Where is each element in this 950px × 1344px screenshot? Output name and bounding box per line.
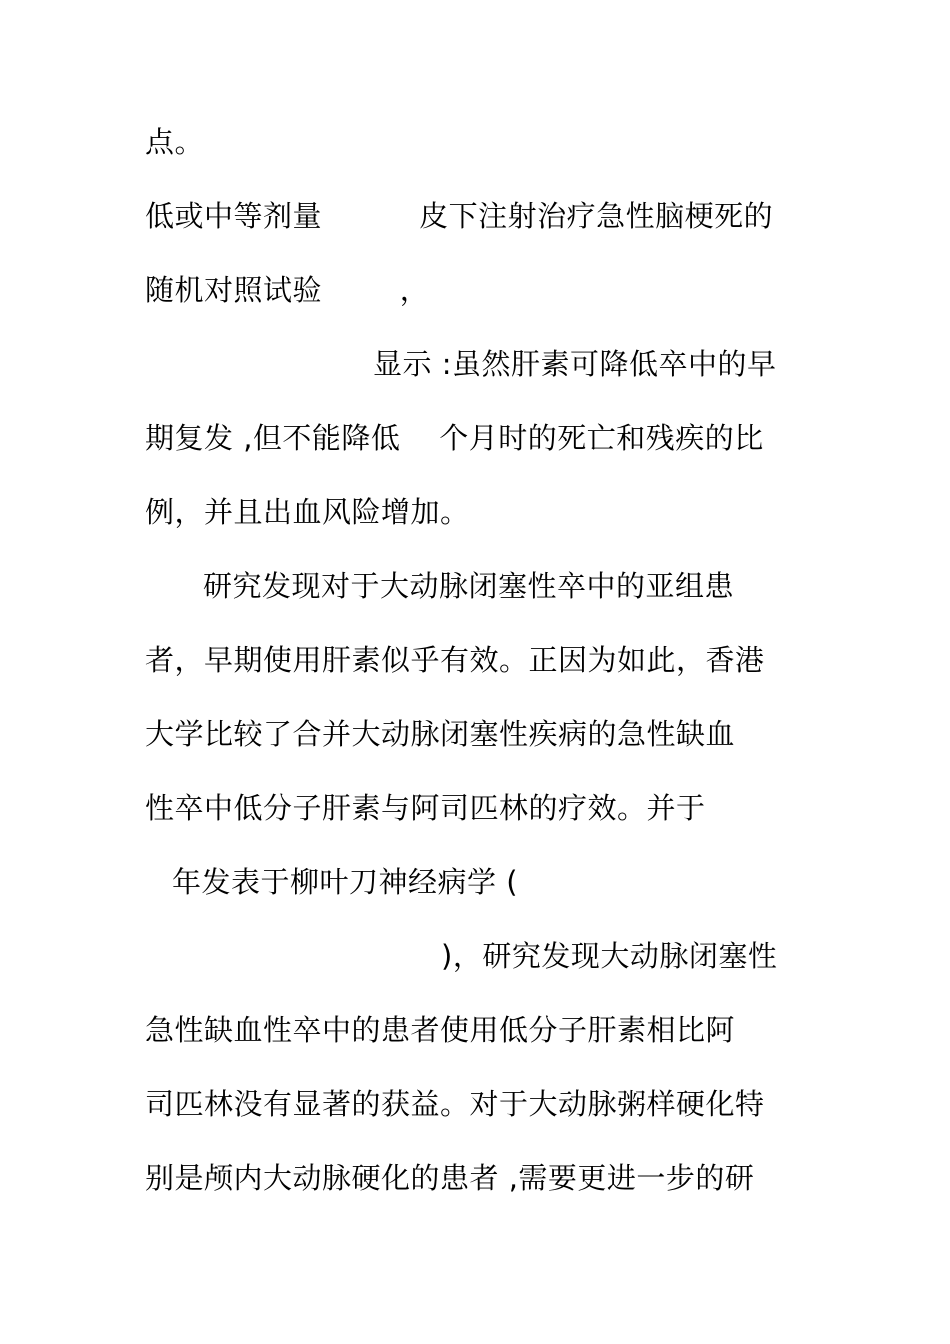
text-line-5: 期复发 ,但不能降低 个月时的死亡和残疾的比 bbox=[145, 421, 764, 455]
text-line-4: 显示 :虽然肝素可降低卒中的早 bbox=[373, 347, 777, 381]
text-line-15: 别是颅内大动脉硬化的患者 ,需要更进一步的研 bbox=[145, 1161, 755, 1195]
text-line-12: )，研究发现大动脉闭塞性 bbox=[441, 939, 778, 973]
text-line-11: 年发表于柳叶刀神经病学 ( bbox=[172, 865, 519, 899]
text-line-6: 例，并且出血风险增加。 bbox=[145, 495, 470, 529]
text-line-1: 点。 bbox=[145, 125, 205, 159]
text-line-2: 低或中等剂量 皮下注射治疗急性脑梗死的 bbox=[145, 199, 774, 233]
text-line-3: 随机对照试验 ， bbox=[145, 273, 430, 307]
text-line-8: 者，早期使用肝素似乎有效。正因为如此，香港 bbox=[145, 643, 765, 677]
text-line-9: 大学比较了合并大动脉闭塞性疾病的急性缺血 bbox=[145, 717, 736, 751]
text-line-10: 性卒中低分子肝素与阿司匹林的疗效。并于 bbox=[145, 791, 706, 825]
text-line-14: 司匹林没有显著的获益。对于大动脉粥样硬化特 bbox=[145, 1087, 765, 1121]
text-line-13: 急性缺血性卒中的患者使用低分子肝素相比阿 bbox=[145, 1013, 736, 1047]
text-line-7: 研究发现对于大动脉闭塞性卒中的亚组患 bbox=[203, 569, 735, 603]
